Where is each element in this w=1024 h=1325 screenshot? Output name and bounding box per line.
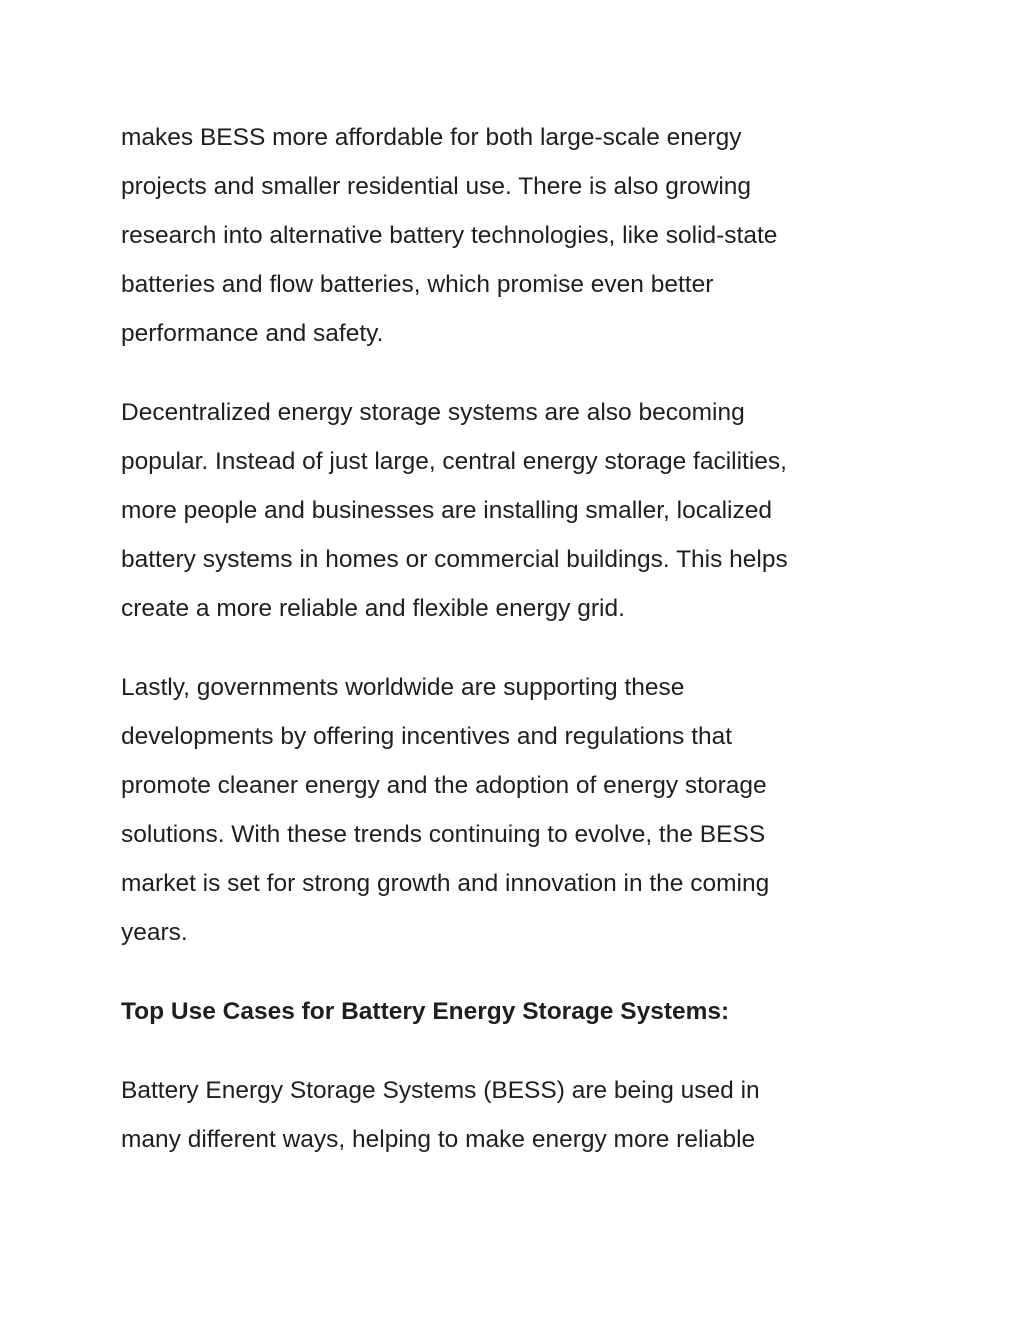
text-line: more people and businesses are installing smaller, localized	[121, 497, 772, 524]
text-line: solutions. With these trends continuing to evolve, the BESS	[121, 821, 766, 848]
text-line: Battery Energy Storage Systems (BESS) are being used in	[121, 1077, 760, 1104]
text-line: Lastly, governments worldwide are supporting these	[121, 674, 685, 701]
paragraph-government-support	[121, 663, 911, 957]
document-page	[121, 113, 911, 1194]
text-line: popular. Instead of just large, central energy storage facilities,	[121, 448, 787, 475]
text-line: years.	[121, 919, 188, 946]
text-line: developments by offering incentives and regulations that	[121, 723, 733, 750]
text-line: batteries and flow batteries, which promise even better	[121, 271, 714, 298]
text-line: market is set for strong growth and innovation in the coming	[121, 870, 770, 897]
section-heading: Top Use Cases for Battery Energy Storage Systems:	[121, 998, 730, 1025]
paragraph-decentralized-storage	[121, 388, 911, 633]
text-line: create a more reliable and flexible energy grid.	[121, 595, 625, 622]
text-line: many different ways, helping to make energy more reliable	[121, 1126, 756, 1153]
text-line: research into alternative battery technologies, like solid-state	[121, 222, 778, 249]
text-line: promote cleaner energy and the adoption of energy storage	[121, 772, 767, 799]
paragraph-bess-affordability	[121, 113, 911, 358]
text-line: battery systems in homes or commercial buildings. This helps	[121, 546, 788, 573]
text-line: projects and smaller residential use. There is also growing	[121, 173, 752, 200]
paragraph-use-cases-intro	[121, 1066, 911, 1164]
text-line: performance and safety.	[121, 320, 384, 347]
text-line: Decentralized energy storage systems are also becoming	[121, 399, 745, 426]
text-line: makes BESS more affordable for both large-scale energy	[121, 124, 742, 151]
